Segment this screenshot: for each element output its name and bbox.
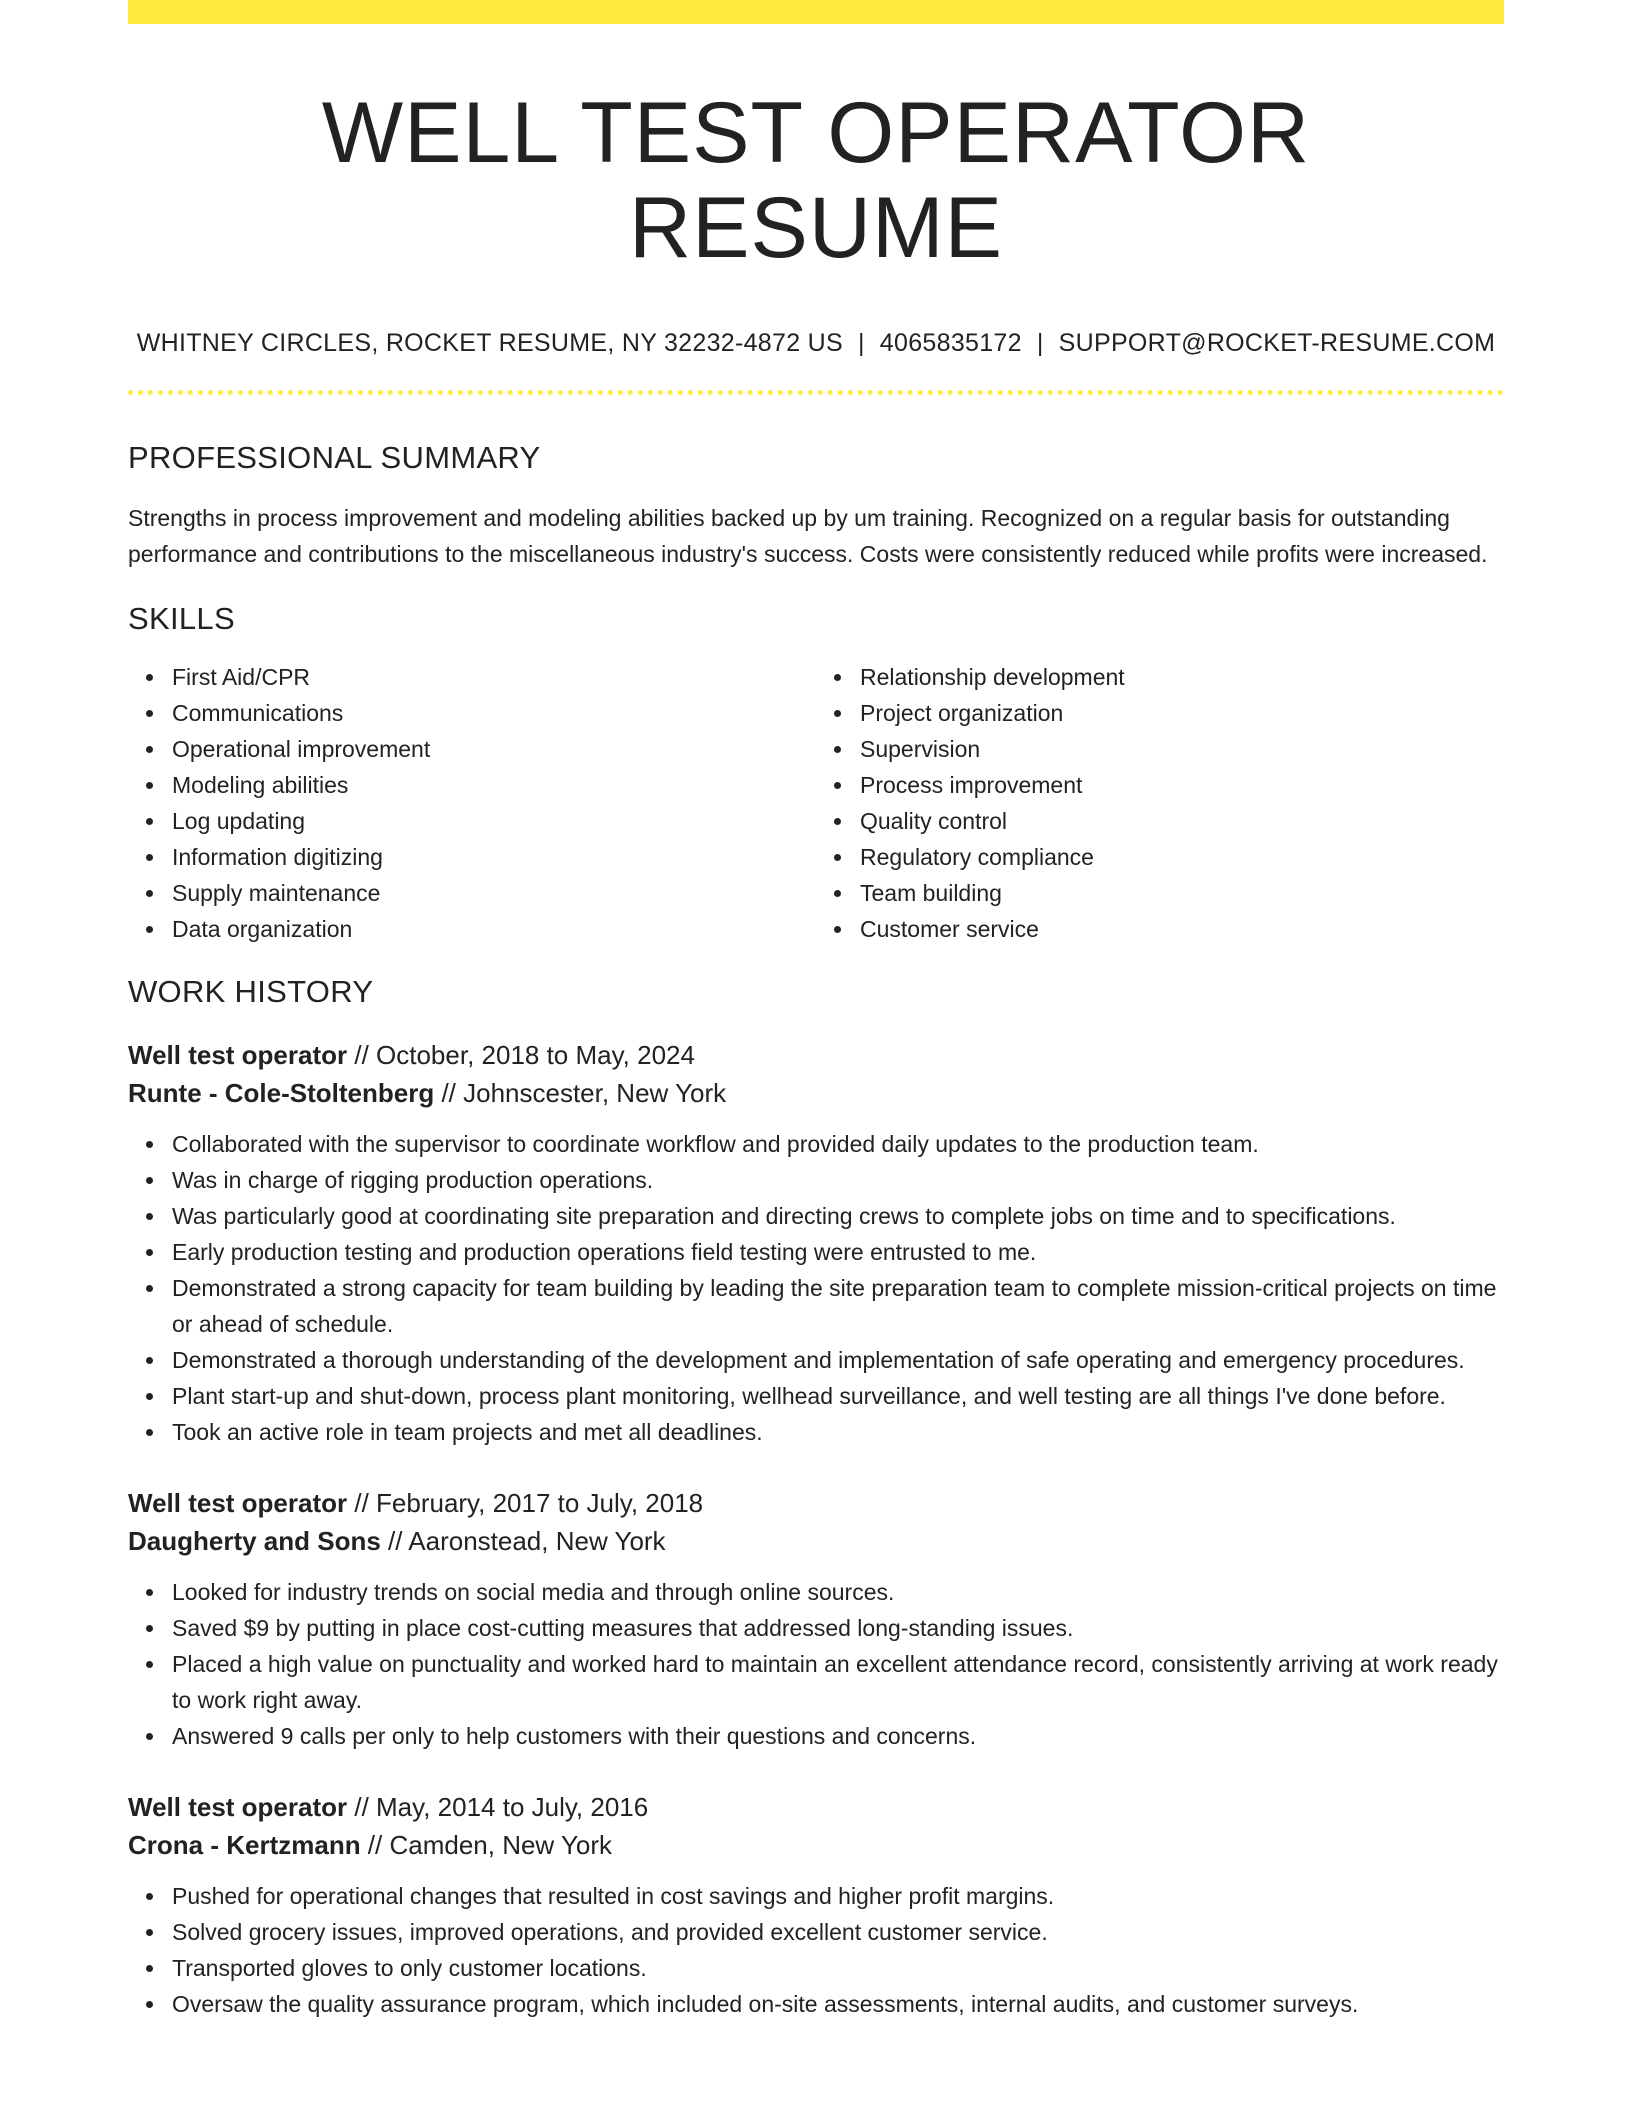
contact-separator: |	[1036, 329, 1044, 358]
skills-list	[128, 659, 1504, 947]
skill-item: Project organization	[860, 695, 1504, 731]
job-location: // Johnscester, New York	[434, 1078, 727, 1109]
job-bullet: Collaborated with the supervisor to coordinate workflow and provided daily updates to the production team.	[172, 1126, 1504, 1162]
job-dates: // October, 2018 to May, 2024	[347, 1040, 695, 1071]
accent-bar	[128, 0, 1504, 24]
job-dates: // February, 2017 to July, 2018	[347, 1488, 704, 1519]
work-history-heading: WORK HISTORY	[128, 974, 374, 1010]
job-role: Well test operator	[128, 1792, 348, 1823]
contact-address: WHITNEY CIRCLES, ROCKET RESUME, NY 32232-4872 US	[136, 329, 843, 358]
job-bullet: Oversaw the quality assurance program, which included on-site assessments, internal audits, and customer surveys.	[172, 1986, 1504, 2022]
skill-item: Supervision	[860, 731, 1504, 767]
job-bullet: Solved grocery issues, improved operations, and provided excellent customer service.	[172, 1914, 1504, 1950]
work-history-list	[128, 1036, 1504, 2022]
job-bullet: Saved $9 by putting in place cost-cutting measures that addressed long-standing issues.	[172, 1610, 1504, 1646]
job-bullet: Early production testing and production operations field testing were entrusted to me.	[172, 1234, 1504, 1270]
job-location: // Aaronstead, New York	[380, 1526, 666, 1557]
skill-item: Customer service	[860, 911, 1504, 947]
job-company-line	[128, 1074, 1504, 1112]
job-role-line	[128, 1788, 1504, 1826]
job-location: // Camden, New York	[360, 1830, 613, 1861]
skill-item: Supply maintenance	[172, 875, 816, 911]
job-bullet: Took an active role in team projects and met all deadlines.	[172, 1414, 1504, 1450]
job-role-line	[128, 1036, 1504, 1074]
job-company: Runte - Cole-Stoltenberg	[128, 1078, 435, 1109]
job-bullet: Demonstrated a strong capacity for team building by leading the site preparation team to complete mission-critical projects on time or ahead of schedule.	[172, 1270, 1504, 1342]
job-role: Well test operator	[128, 1040, 348, 1071]
skill-item: Process improvement	[860, 767, 1504, 803]
job-role: Well test operator	[128, 1488, 348, 1519]
job-company: Crona - Kertzmann	[128, 1830, 361, 1861]
job-bullet: Pushed for operational changes that resulted in cost savings and higher profit margins.	[172, 1878, 1504, 1914]
job-bullet: Transported gloves to only customer locations.	[172, 1950, 1504, 1986]
skill-item: Team building	[860, 875, 1504, 911]
resume-page	[128, 0, 1504, 2022]
skills-heading: SKILLS	[128, 600, 235, 636]
header-divider	[128, 390, 1504, 395]
job-bullet: Was in charge of rigging production operations.	[172, 1162, 1504, 1198]
skill-item: Regulatory compliance	[860, 839, 1504, 875]
skill-item: Relationship development	[860, 659, 1504, 695]
job-entry	[128, 1036, 1504, 1450]
job-bullet: Placed a high value on punctuality and worked hard to maintain an excellent attendance record, consistently arriving at work ready to work right away.	[172, 1646, 1504, 1718]
job-company-line	[128, 1522, 1504, 1560]
skill-item: Quality control	[860, 803, 1504, 839]
skill-item: Data organization	[172, 911, 816, 947]
skill-item: Communications	[172, 695, 816, 731]
contact-line	[128, 327, 1504, 360]
summary-heading: PROFESSIONAL SUMMARY	[128, 439, 541, 475]
job-bullets	[128, 1126, 1504, 1450]
skills-column-left	[128, 659, 816, 947]
summary-text: Strengths in process improvement and modeling abilities backed up by um training. Recognized on a regular basis for outstanding performance and contributions to the miscellaneous industry's success. Costs were consistently reduced while profits were increased.	[128, 504, 1488, 567]
skill-item: Information digitizing	[172, 839, 816, 875]
job-bullet: Demonstrated a thorough understanding of the development and implementation of safe operating and emergency procedures.	[172, 1342, 1504, 1378]
job-bullets	[128, 1574, 1504, 1754]
job-company: Daugherty and Sons	[128, 1526, 381, 1557]
skills-column-right	[816, 659, 1504, 947]
skill-item: Modeling abilities	[172, 767, 816, 803]
contact-phone: 4065835172	[879, 329, 1022, 358]
job-bullet: Answered 9 calls per only to help customers with their questions and concerns.	[172, 1718, 1504, 1754]
job-bullet: Plant start-up and shut-down, process plant monitoring, wellhead surveillance, and well testing are all things I've done before.	[172, 1378, 1504, 1414]
job-entry	[128, 1484, 1504, 1754]
job-company-line	[128, 1826, 1504, 1864]
contact-email: SUPPORT@ROCKET-RESUME.COM	[1058, 329, 1496, 358]
job-bullet: Was particularly good at coordinating site preparation and directing crews to complete jobs on time and to specifications.	[172, 1198, 1504, 1234]
job-role-line	[128, 1484, 1504, 1522]
job-entry	[128, 1788, 1504, 2022]
contact-separator: |	[858, 329, 865, 358]
skill-item: First Aid/CPR	[172, 659, 816, 695]
job-dates: // May, 2014 to July, 2016	[347, 1792, 649, 1823]
skill-item: Operational improvement	[172, 731, 816, 767]
job-bullet: Looked for industry trends on social media and through online sources.	[172, 1574, 1504, 1610]
resume-title: WELL TEST OPERATOR RESUME	[321, 85, 1311, 276]
job-bullets	[128, 1878, 1504, 2022]
skill-item: Log updating	[172, 803, 816, 839]
